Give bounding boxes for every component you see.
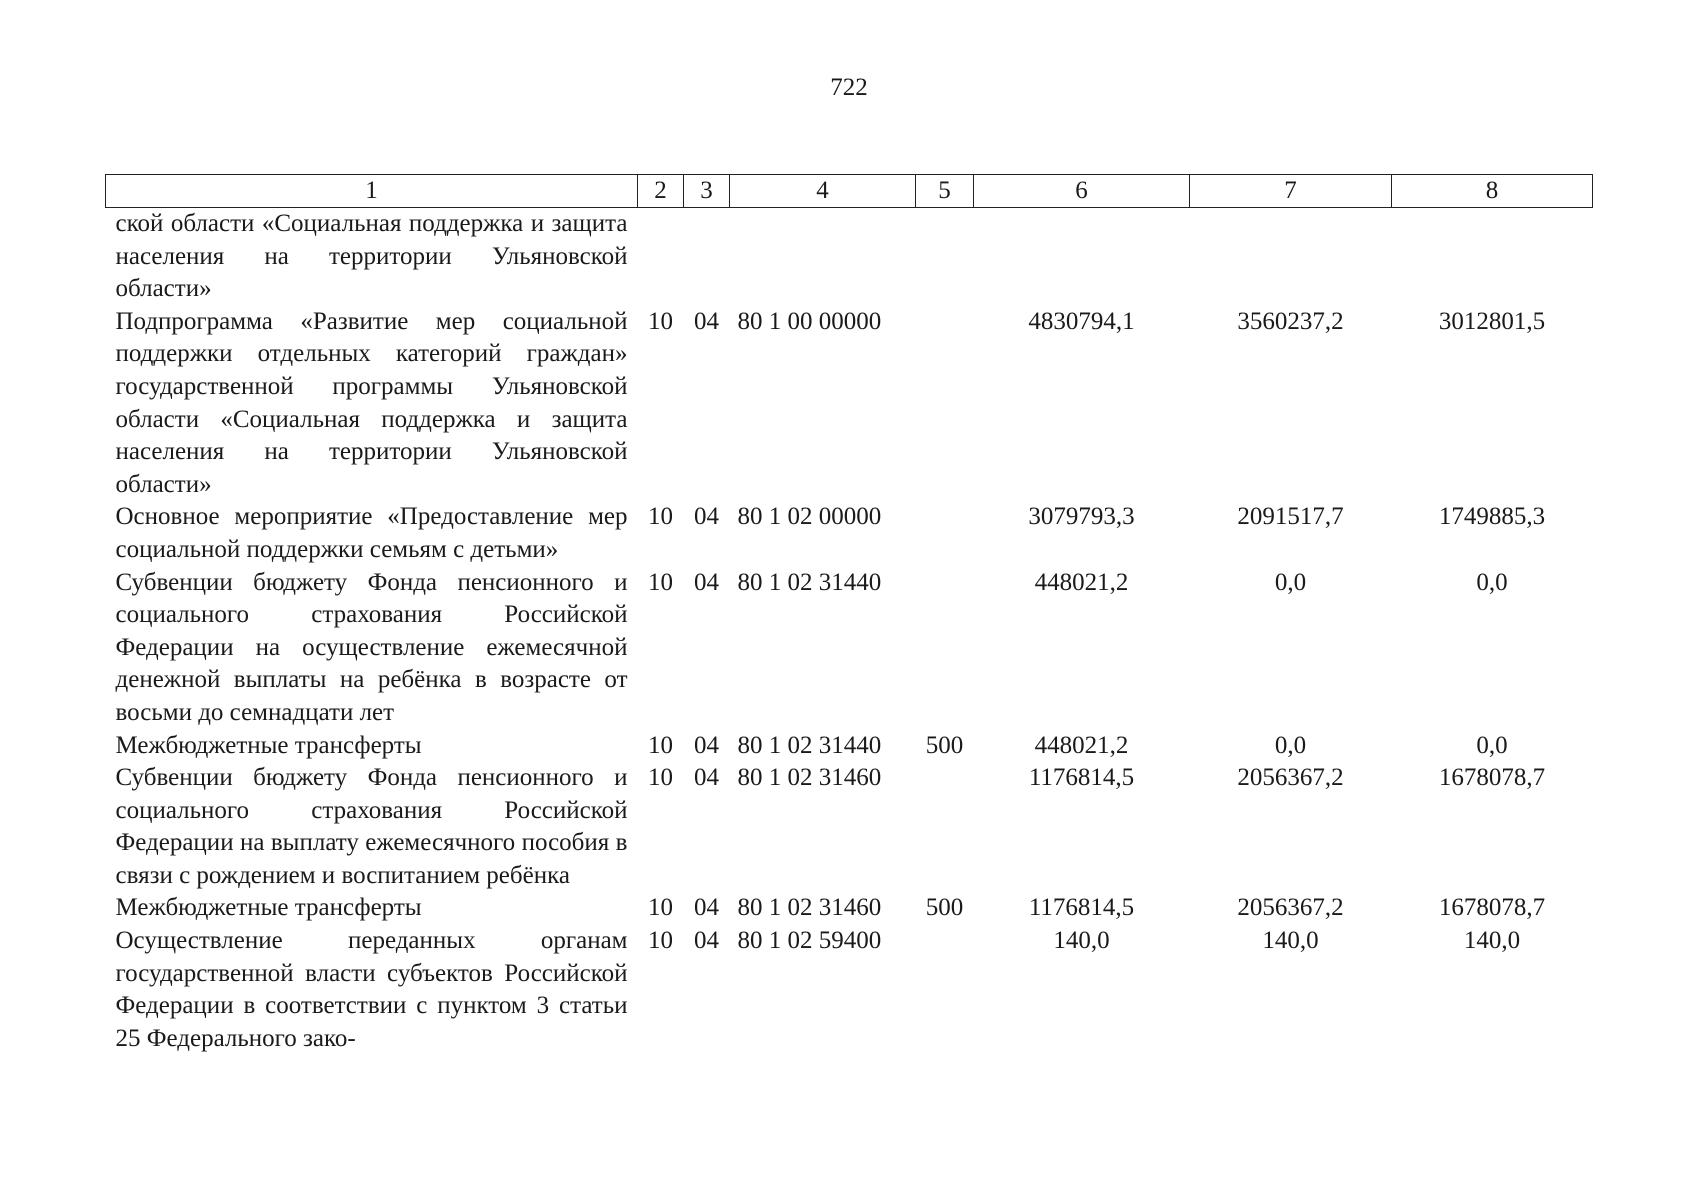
row-value-8: 1749885,3 <box>1438 503 1546 531</box>
row-razdel: 10 <box>648 568 673 596</box>
column-header-7: 7 <box>1190 175 1392 208</box>
row-value-6: 3079793,3 <box>1028 503 1135 531</box>
column-header-1: 1 <box>106 175 638 208</box>
table-row <box>106 208 1593 306</box>
row-value-8: 1678078,7 <box>1438 894 1546 922</box>
row-vr: 500 <box>925 894 964 922</box>
column-header-2: 2 <box>638 175 684 208</box>
table-row <box>106 501 1593 566</box>
row-csr: 80 1 02 31440 <box>737 731 882 759</box>
row-value-6: 448021,2 <box>1034 568 1129 596</box>
table-row <box>106 567 1593 730</box>
table-row <box>106 306 1593 502</box>
row-value-8: 1678078,7 <box>1438 764 1546 792</box>
row-razdel: 10 <box>648 503 673 531</box>
column-header-3: 3 <box>684 175 730 208</box>
row-value-6: 1176814,5 <box>1028 894 1135 922</box>
row-name: Межбюджетные трансферты <box>115 731 422 759</box>
row-value-6 <box>974 208 1190 306</box>
table-body <box>106 208 1593 1056</box>
row-razdel: 10 <box>648 894 673 922</box>
page-number: 722 <box>830 74 868 101</box>
row-podrazdel: 04 <box>694 764 719 792</box>
column-header-4: 4 <box>730 175 916 208</box>
table-row <box>106 762 1593 892</box>
row-vr <box>916 567 974 730</box>
row-name: Основное мероприятие «Предоставление мер социальной поддержки семьям с детьми» <box>115 503 628 563</box>
row-value-7: 2091517,7 <box>1237 503 1344 531</box>
row-csr: 80 1 00 00000 <box>737 307 882 335</box>
column-header-8: 8 <box>1392 175 1593 208</box>
row-podrazdel: 04 <box>694 731 719 759</box>
row-podrazdel: 04 <box>694 927 719 955</box>
row-value-7 <box>1190 208 1392 306</box>
row-value-7: 0,0 <box>1274 568 1307 596</box>
row-name: Субвенции бюджету Фонда пенсионного и социального страхования Российской Федерации на выплату ежемесячного пособия в связи с рождением и воспитанием ребёнка <box>115 764 628 889</box>
row-value-6: 4830794,1 <box>1028 307 1135 335</box>
row-csr: 80 1 02 31440 <box>737 568 882 596</box>
row-value-8 <box>1392 208 1593 306</box>
column-header-5: 5 <box>916 175 974 208</box>
row-name: Межбюджетные трансферты <box>115 894 422 922</box>
row-value-6: 448021,2 <box>1034 731 1129 759</box>
row-vr <box>916 501 974 566</box>
row-razdel <box>638 208 684 306</box>
row-podrazdel: 04 <box>694 568 719 596</box>
row-podrazdel: 04 <box>694 503 719 531</box>
row-name: Подпрограмма «Развитие мер социальной поддержки отдельных категорий граждан» государственной программы Ульяновской области «Социальная поддержка и защита населения на территории Ульяновской области» <box>115 307 628 498</box>
table-row <box>106 730 1593 763</box>
table-row <box>106 892 1593 925</box>
row-value-8: 140,0 <box>1463 927 1521 955</box>
row-csr: 80 1 02 00000 <box>737 503 882 531</box>
row-csr: 80 1 02 31460 <box>737 894 882 922</box>
row-name: Субвенции бюджету Фонда пенсионного и социального страхования Российской Федерации на осуществление ежемесячной денежной выплаты на ребёнка в возрасте от восьми до семнадцати лет <box>115 568 628 726</box>
row-value-8: 3012801,5 <box>1438 307 1546 335</box>
row-csr: 80 1 02 59400 <box>737 927 882 955</box>
row-csr <box>730 208 916 306</box>
row-value-7: 2056367,2 <box>1237 894 1344 922</box>
row-value-7: 0,0 <box>1274 731 1307 759</box>
budget-table <box>105 174 1593 1055</box>
row-value-6: 1176814,5 <box>1028 764 1135 792</box>
row-podrazdel: 04 <box>694 307 719 335</box>
table-row <box>106 925 1593 1055</box>
row-value-8: 0,0 <box>1476 568 1508 596</box>
row-value-6: 140,0 <box>1053 927 1110 955</box>
row-name: ской области «Социальная поддержка и защита населения на территории Ульяновской области» <box>115 210 628 303</box>
row-razdel: 10 <box>648 764 673 792</box>
row-vr <box>916 208 974 306</box>
row-vr <box>916 762 974 892</box>
row-podrazdel: 04 <box>694 894 719 922</box>
row-value-8: 0,0 <box>1476 731 1508 759</box>
row-name: Осуществление переданных органам государственной власти субъектов Российской Федерации в соответствии с пунктом 3 статьи 25 Федерального зако- <box>115 927 628 1052</box>
column-header-6: 6 <box>974 175 1190 208</box>
row-value-7: 3560237,2 <box>1237 307 1344 335</box>
row-razdel: 10 <box>648 927 673 955</box>
table-header <box>106 175 1593 208</box>
row-razdel: 10 <box>648 307 673 335</box>
row-vr <box>916 925 974 1055</box>
row-value-7: 2056367,2 <box>1237 764 1344 792</box>
row-podrazdel <box>684 208 730 306</box>
row-csr: 80 1 02 31460 <box>737 764 882 792</box>
row-razdel: 10 <box>648 731 673 759</box>
row-value-7: 140,0 <box>1262 927 1319 955</box>
row-vr: 500 <box>925 731 964 759</box>
row-vr <box>916 306 974 502</box>
